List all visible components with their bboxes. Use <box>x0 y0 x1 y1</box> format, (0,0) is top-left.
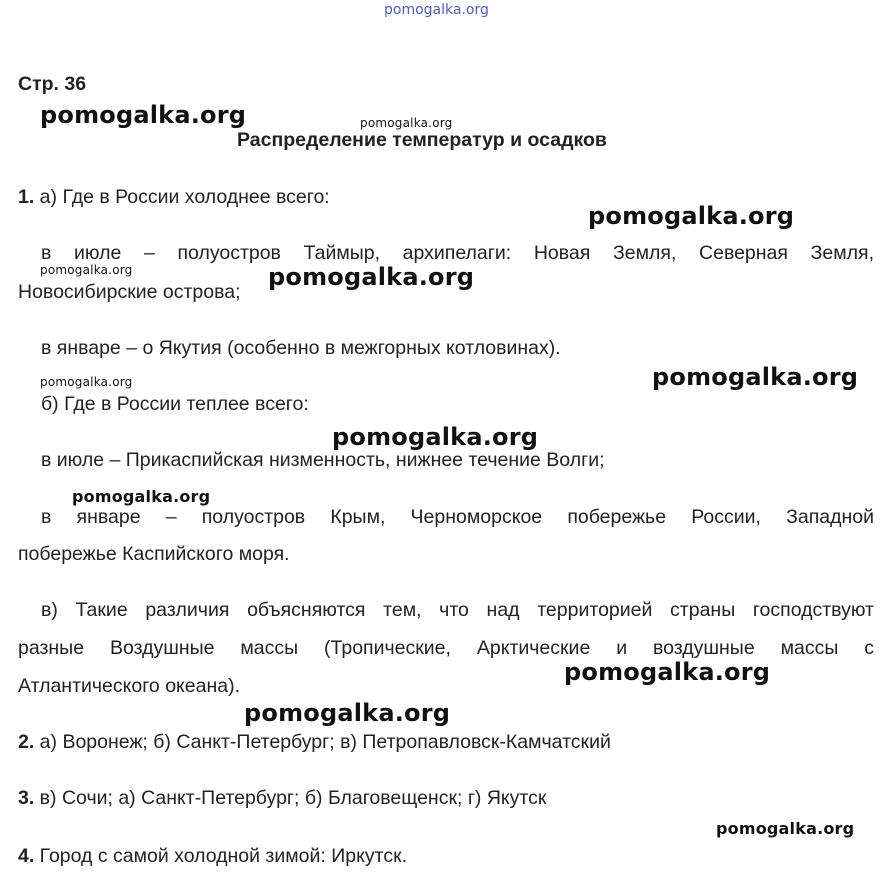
q4-answer <box>18 845 407 868</box>
watermark: pomogalka.org <box>332 423 539 451</box>
q1-a-july-line1: в июле – полуостров Таймыр, архипелаги: Новая Земля, Северная Земля, <box>41 242 874 264</box>
q1-a-question <box>18 186 330 209</box>
watermark: pomogalka.org <box>716 819 855 838</box>
watermark-top: pomogalka.org <box>384 2 489 18</box>
q2-text: а) Воронеж; б) Санкт-Петербург; в) Петропавловск-Камчатский <box>34 731 611 753</box>
q1-b-january-line1: в январе – полуостров Крым, Черноморское побережье России, Западной <box>41 506 874 528</box>
q1-b-january-line2: побережье Каспийского моря. <box>18 543 290 565</box>
q1-a-january: в январе – о Якутия (особенно в межгорных котловинах). <box>41 337 561 359</box>
watermark: pomogalka.org <box>40 375 133 389</box>
q1-c-line1: в) Такие различия объясняются тем, что над территорией страны господствуют <box>41 599 874 621</box>
q3-text: в) Сочи; а) Санкт-Петербург; б) Благовещенск; г) Якутск <box>34 787 547 809</box>
page-title: Распределение температур и осадков <box>237 129 607 151</box>
q1-c-line3: Атлантического океана). <box>18 675 241 697</box>
q2-answer <box>18 731 611 754</box>
watermark: pomogalka.org <box>40 101 247 129</box>
q4-text: Город с самой холодной зимой: Иркутск. <box>34 845 408 867</box>
watermark: pomogalka.org <box>72 487 211 506</box>
q1-a-text: а) Где в России холоднее всего: <box>34 186 330 208</box>
watermark: pomogalka.org <box>652 363 859 391</box>
watermark: pomogalka.org <box>360 116 453 130</box>
watermark: pomogalka.org <box>244 699 451 727</box>
watermark: pomogalka.org <box>40 263 133 277</box>
watermark: pomogalka.org <box>268 263 475 291</box>
q1-c-line2: разные Воздушные массы (Тропические, Арктические и воздушные массы с <box>18 637 874 659</box>
question-number: 4. <box>18 845 35 867</box>
question-number: 1. <box>18 186 35 208</box>
question-number: 3. <box>18 787 35 809</box>
q1-a-july-line2: Новосибирские острова; <box>18 281 241 303</box>
page-reference: Стр. 36 <box>18 73 87 95</box>
q3-answer <box>18 787 546 810</box>
question-number: 2. <box>18 731 35 753</box>
watermark: pomogalka.org <box>588 202 795 230</box>
q1-b-question: б) Где в России теплее всего: <box>41 393 309 415</box>
watermark: pomogalka.org <box>564 658 771 686</box>
q1-b-july: в июле – Прикаспийская низменность, нижнее течение Волги; <box>41 449 605 471</box>
